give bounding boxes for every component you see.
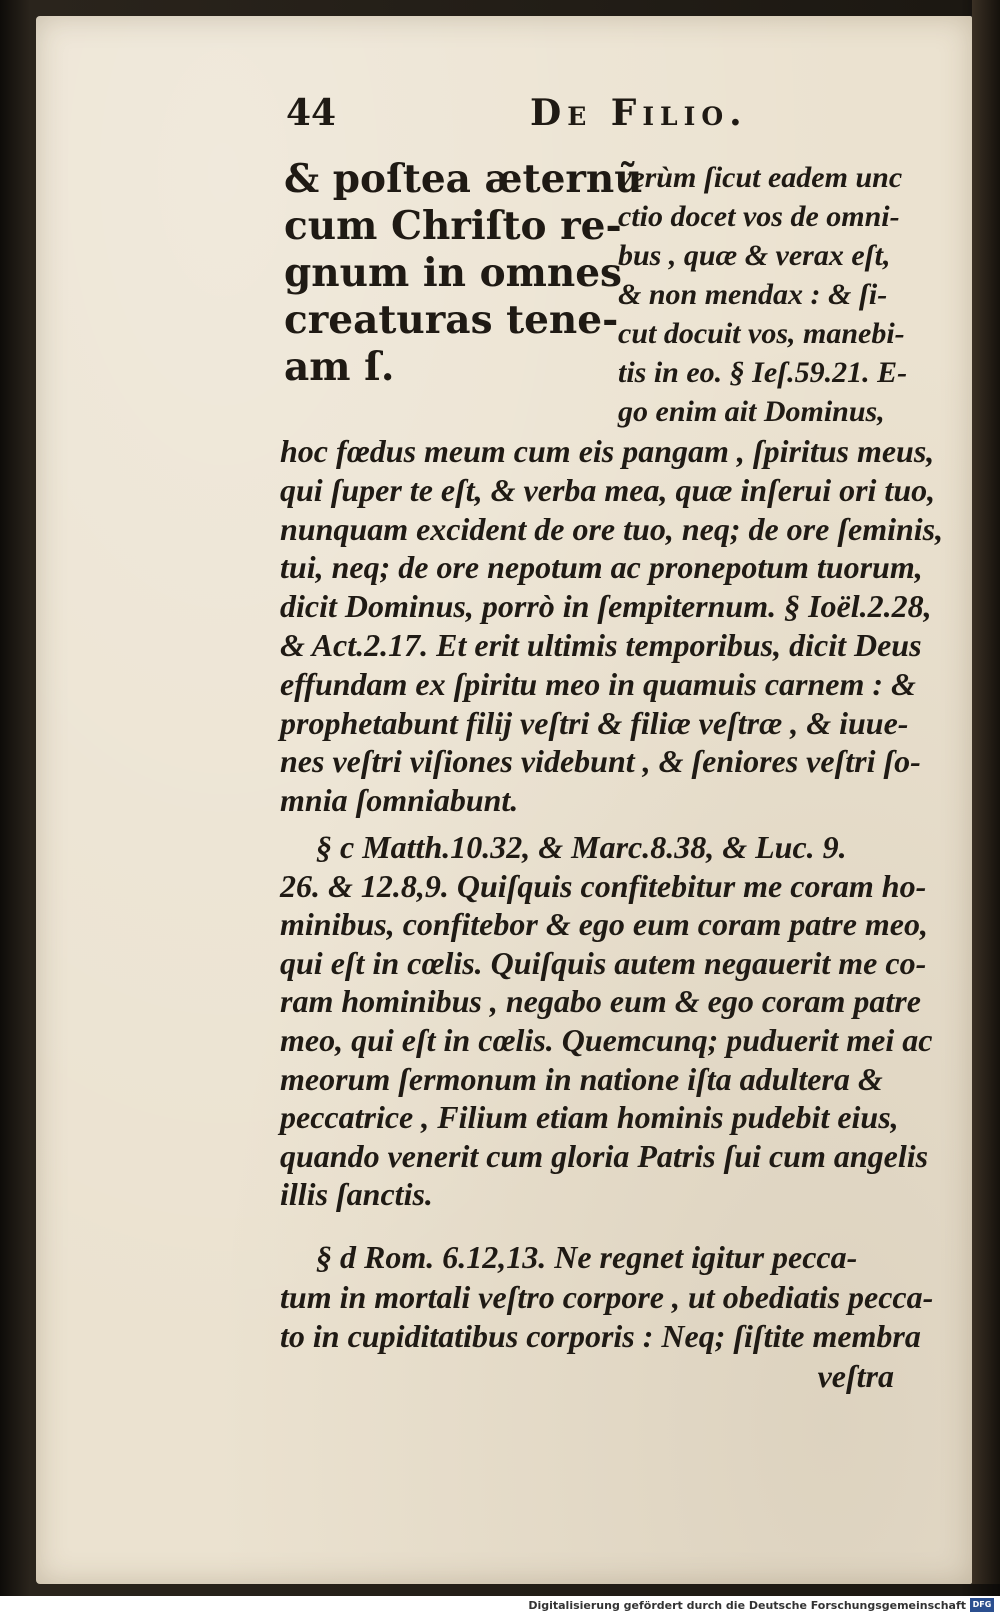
text-line: cut docuit vos, manebi-	[618, 317, 905, 350]
text-line: § d Rom. 6.12,13. Ne regnet igitur pecca-	[316, 1239, 858, 1275]
text-line: nunquam excident de ore tuo, neq; de ore ſeminis,	[280, 510, 944, 547]
text-line: cum Chriſto re-	[284, 203, 622, 249]
text-line: hoc fœdus meum cum eis pangam , ſpiritus meus,	[280, 433, 935, 469]
right-column	[618, 158, 943, 431]
text-line: 26. & 12.8,9. Quiſquis confitebitur me coram ho-	[280, 867, 927, 904]
text-line: qui ſuper te eſt, & verba mea, quæ inſerui ori tuo,	[280, 471, 936, 508]
text-line: tui, neq; de ore nepotum ac pronepotum tuorum,	[280, 549, 923, 586]
text-line: tis in eo. § Ieſ.59.21. E-	[618, 356, 908, 389]
paragraph-1	[280, 432, 950, 820]
text-line: go enim ait Dominus,	[618, 395, 885, 428]
text-line: illis ſanctis.	[280, 1176, 433, 1213]
text-line: meorum ſermonum in natione iſta adultera &	[280, 1060, 883, 1097]
paragraph-3	[280, 1238, 950, 1396]
paragraph-2	[280, 828, 950, 1214]
text-line: dicit Dominus, porrò in ſempiternum. § Ioël.2.28,	[280, 588, 932, 625]
text-line: gnum in omnes	[284, 250, 622, 296]
digitization-footer	[0, 1596, 1000, 1616]
text-line: prophetabunt filij veſtri & filiæ veſtræ , & iuue-	[280, 704, 909, 741]
text-line: & non mendax : & ſi-	[618, 278, 888, 311]
text-line: ram hominibus , negabo eum & ego coram patre	[280, 983, 921, 1020]
text-line: & Act.2.17. Et erit ultimis temporibus, dicit Deus	[280, 626, 922, 663]
left-column	[284, 156, 643, 391]
dfg-logo-icon: DFG	[970, 1598, 994, 1612]
text-line: tum in mortali veſtro corpore , ut obediatis pecca-	[280, 1278, 934, 1315]
footer-credit: Digitalisierung gefördert durch die Deutsche Forschungsgemeinschaft	[528, 1599, 966, 1612]
text-line: verùm ſicut eadem unc	[618, 161, 903, 194]
text-line: ctio docet vos de omni-	[618, 200, 900, 233]
text-line: creaturas tene-	[284, 297, 619, 343]
text-line: qui eſt in cœlis. Quiſquis autem negauerit me co-	[280, 944, 927, 981]
text-line: nes veſtri viſiones videbunt , & ſeniores veſtri ſo-	[280, 743, 921, 780]
page-header	[286, 92, 772, 144]
catchword: veſtra	[817, 1357, 894, 1394]
text-line: am ſ.	[284, 344, 395, 390]
running-head: De Filio.	[530, 92, 748, 134]
text-line: peccatrice , Filium etiam hominis pudebit eius,	[280, 1099, 899, 1136]
page-number: 44	[286, 92, 337, 134]
text-line: effundam ex ſpiritu meo in quamuis carnem : &	[280, 665, 916, 702]
text-line: quando venerit cum gloria Patris ſui cum angelis	[280, 1137, 929, 1174]
text-line: to in cupiditatibus corporis : Neq; ſiſtite membra	[280, 1318, 921, 1354]
text-line: minibus, confitebor & ego eum coram patre meo,	[280, 906, 928, 943]
book-edge	[972, 0, 1000, 1584]
text-line: meo, qui eſt in cœlis. Quemcunq; puduerit mei ac	[280, 1021, 933, 1058]
text-line: & poſtea æternũ	[284, 156, 643, 202]
text-line: mnia ſomniabunt.	[280, 782, 519, 819]
text-line: § c Matth.10.32, & Marc.8.38, & Luc. 9.	[316, 829, 847, 865]
text-line: bus , quæ & verax eſt,	[618, 239, 891, 272]
